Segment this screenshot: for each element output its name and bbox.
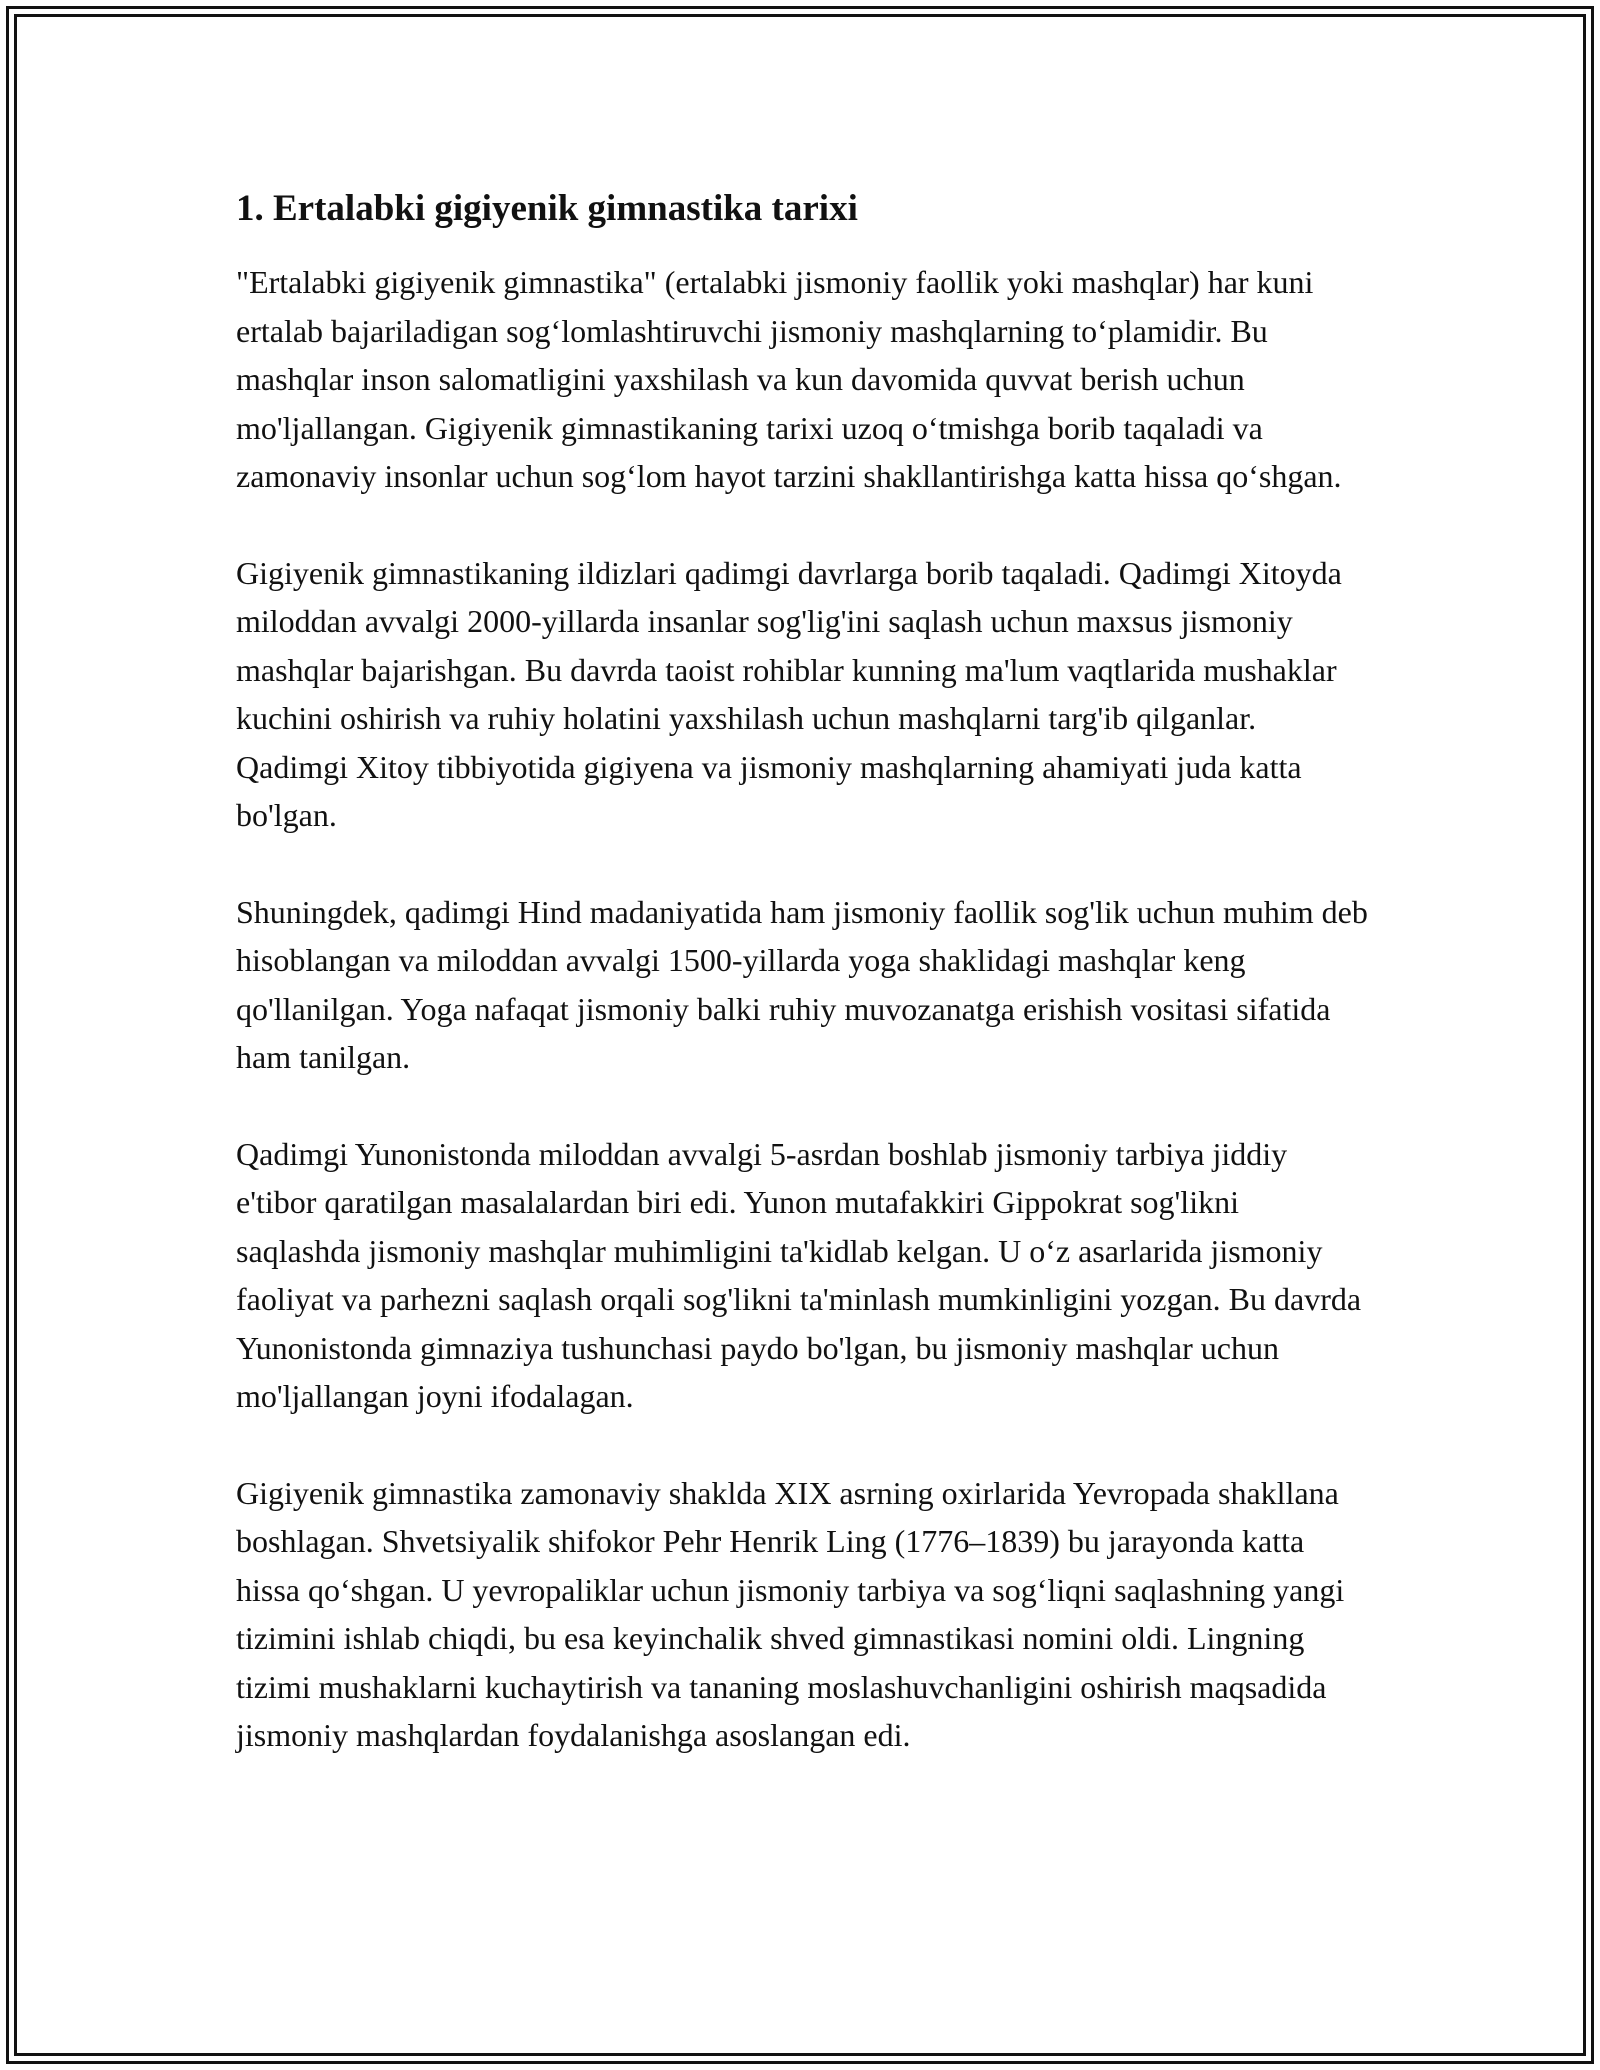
- paragraph-ancient-china: Gigiyenik gimnastikaning ildizlari qadimgi davrlarga borib taqaladi. Qadimgi Xitoyda miloddan avvalgi 2000-yillarda insanlar sog'lig'ini saqlash uchun maxsus jismoniy mashqlar bajarishgan. Bu davrda taoist rohiblar kunning ma'lum vaqtlarida mushaklar kuchini oshirish va ruhiy holatini yaxshilash uchun mashqlarni targ'ib qilganlar. Qadimgi Xitoy tibbiyotida gigiyena va jismoniy mashqlarning ahamiyati juda katta bo'lgan.: [236, 554, 1342, 833]
- paragraph-ancient-greece: Qadimgi Yunonistonda miloddan avvalgi 5-asrdan boshlab jismoniy tarbiya jiddiy e'tibor qaratilgan masalalardan biri edi. Yunon mutafakkiri Gippokrat sog'likni saqlashda jismoniy mashqlar muhimligini ta'kidlab kelgan. U o‘z asarlarida jismoniy faoliyat va parhezni saqlash orqali sog'likni ta'minlash mumkinligini yozgan. Bu davrda Yunonistonda gimnaziya tushunchasi paydo bo'lgan, bu jismoniy mashqlar uchun mo'ljallangan joyni ifodalagan.: [236, 1135, 1362, 1414]
- document-body: [236, 186, 1368, 1808]
- paragraph-ancient-india: Shuningdek, qadimgi Hind madaniyatida ham jismoniy faollik sog'lik uchun muhim deb hisoblangan va miloddan avvalgi 1500-yillarda yoga shaklidagi mashqlar keng qo'llanilgan. Yoga nafaqat jismoniy balki ruhiy muvozanatga erishish vositasi sifatida ham tanilgan.: [236, 893, 1368, 1075]
- paragraph-modern-europe: Gigiyenik gimnastika zamonaviy shaklda XIX asrning oxirlarida Yevropada shakllana boshlagan. Shvetsiyalik shifokor Pehr Henrik Ling (1776–1839) bu jarayonda katta hissa qo‘shgan. U yevropaliklar uchun jismoniy tarbiya va sog‘liqni saqlashning yangi tizimini ishlab chiqdi, bu esa keyinchalik shved gimnastikasi nomini oldi. Lingning tizimi mushaklarni kuchaytirish va tananing moslashuvchanligini oshirish maqsadida jismoniy mashqlardan foydalanishga asoslangan edi.: [236, 1474, 1345, 1753]
- section-heading: 1. Ertalabki gigiyenik gimnastika tarixi: [236, 188, 858, 229]
- paragraph-intro: "Ertalabki gigiyenik gimnastika" (ertalabki jismoniy faollik yoki mashqlar) har kuni ertalab bajariladigan sog‘lomlashtiruvchi jismoniy mashqlarning to‘plamidir. Bu mashqlar inson salomatligini yaxshilash va kun davomida quvvat berish uchun mo'ljallangan. Gigiyenik gimnastikaning tarixi uzoq o‘tmishga borib taqaladi va zamonaviy insonlar uchun sog‘lom hayot tarzini shakllantirishga katta hissa qo‘shgan.: [236, 264, 1342, 494]
